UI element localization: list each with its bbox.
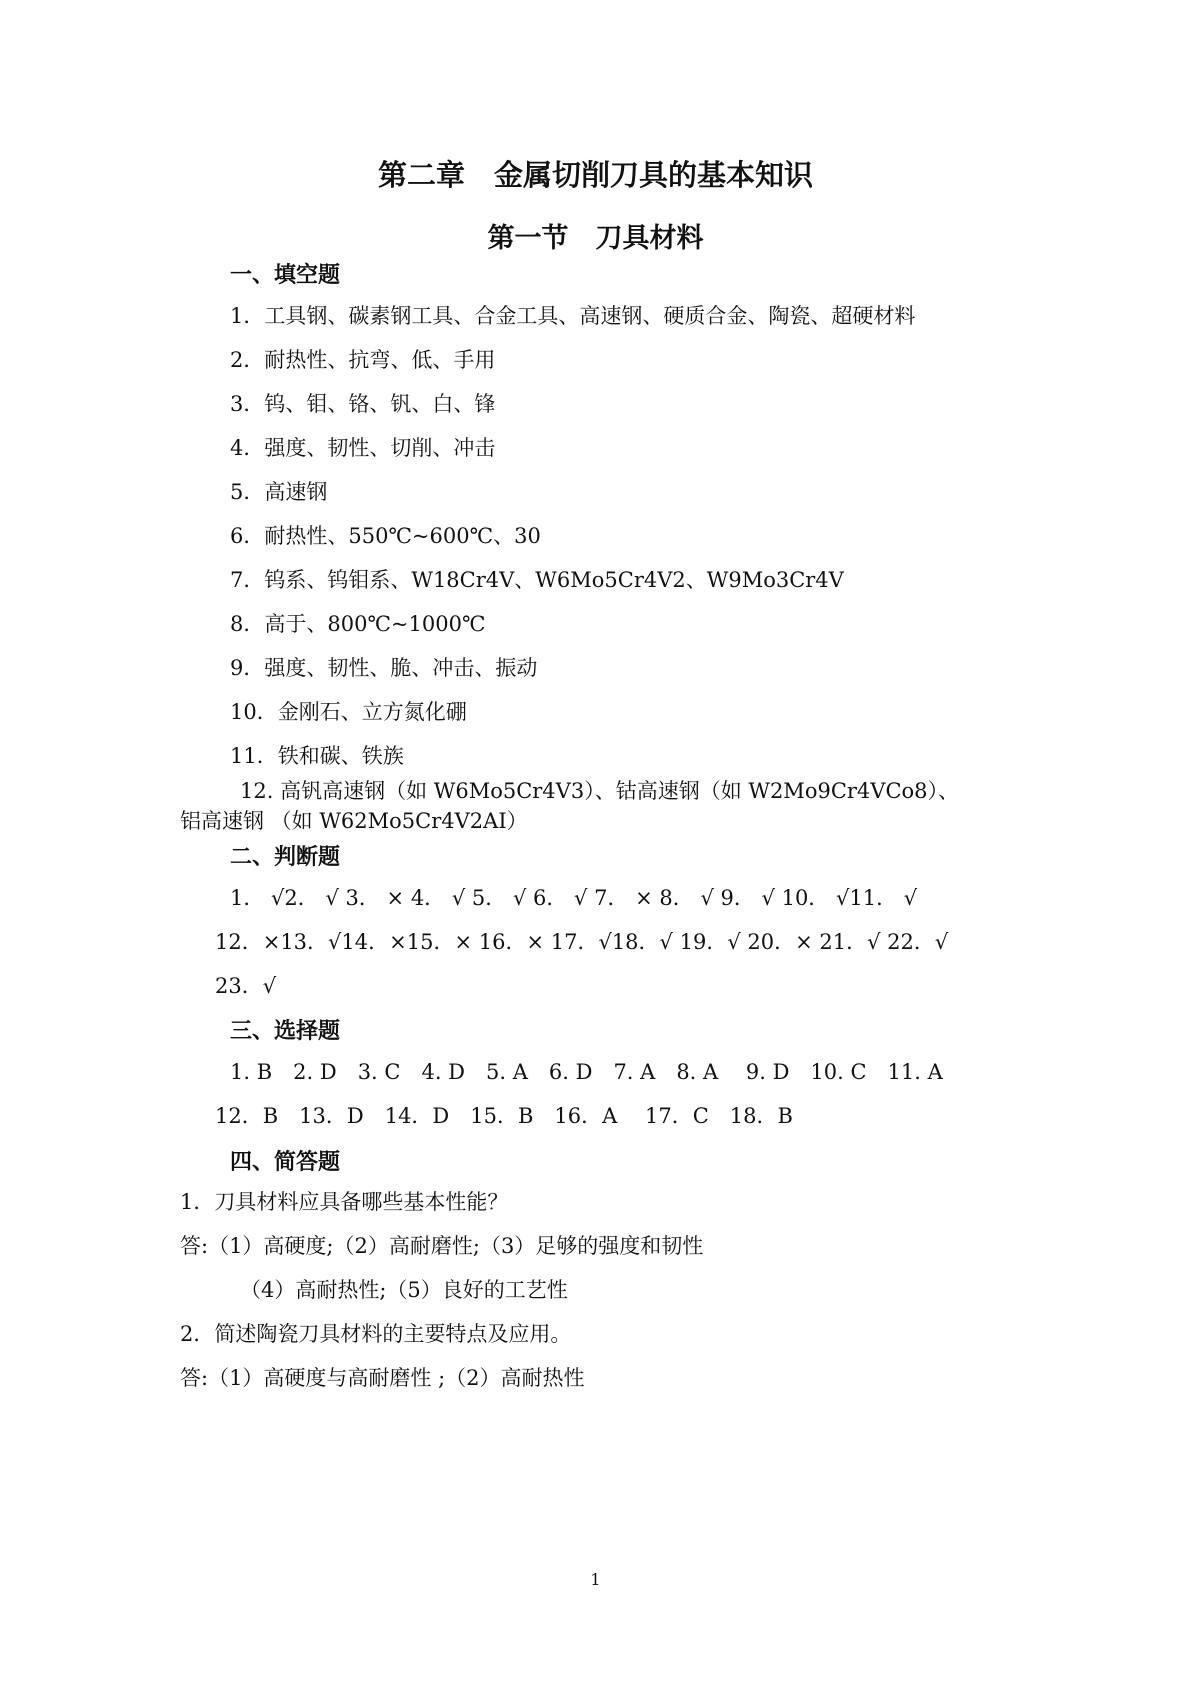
answer-line: 12．B 13．D 14．D 15．B 16．A 17．C 18．B [215,1104,793,1128]
question-2: 2．简述陶瓷刀具材料的主要特点及应用。 [180,1322,572,1346]
answer-line: 11．铁和碳、铁族 [230,744,404,768]
answer-1-line-2: （4）高耐热性;（5）良好的工艺性 [240,1278,568,1302]
answer-line: 3．钨、钼、铬、钒、白、锋 [230,392,496,416]
answer-line: 1. B 2. D 3. C 4. D 5. A 6. D 7. A 8. A 9. D 10. C 11. A [230,1060,943,1084]
answer-line: 1． √2． √ 3． × 4． √ 5． √ 6． √ 7． × 8． √ 9． √ 10． √11． √ [230,886,918,910]
answer-line: 5．高速钢 [230,480,328,504]
answer-line: 9．强度、韧性、脆、冲击、振动 [230,656,538,680]
answer-line: 12．×13．√14．×15．× 16．× 17．√18．√ 19．√ 20．× 21．√ 22．√ [215,930,949,954]
answer-line: 12. 高钒高速钢（如 W6Mo5Cr4V3）、钴高速钢（如 W2Mo9Cr4VCo8）、 [240,779,960,803]
chapter-title: 第二章 金属切削刀具的基本知识 [377,158,813,192]
question-1: 1．刀具材料应具备哪些基本性能？ [180,1190,509,1214]
answer-line: 10．金刚石、立方氮化硼 [230,700,467,724]
answer-line: 2．耐热性、抗弯、低、手用 [230,348,496,372]
answer-line: 23．√ [215,974,277,998]
page-number: 1 [590,1570,601,1589]
short-answer-heading: 四、简答题 [230,1149,341,1175]
answer-line: 6．耐热性、550℃~600℃、30 [230,524,541,548]
answer-1-line-1: 答:（1）高硬度;（2）高耐磨性;（3）足够的强度和韧性 [180,1234,704,1258]
answer-2-line-1: 答:（1）高硬度与高耐磨性 ;（2）高耐热性 [180,1366,585,1390]
fill-in-blank-heading: 一、填空题 [230,262,341,288]
answer-line-continued: 铝高速钢 （如 W62Mo5Cr4V2AI） [180,809,528,833]
answer-line: 7．钨系、钨钼系、W18Cr4V、W6Mo5Cr4V2、W9Mo3Cr4V [230,568,844,592]
section-title: 第一节 刀具材料 [487,223,704,254]
answer-line: 8．高于、800℃~1000℃ [230,612,486,636]
multiple-choice-heading: 三、选择题 [230,1018,341,1044]
true-false-heading: 二、判断题 [230,844,341,870]
answer-line: 1．工具钢、碳素钢工具、合金工具、高速钢、硬质合金、陶瓷、超硬材料 [230,304,916,328]
answer-line: 4．强度、韧性、切削、冲击 [230,436,496,460]
